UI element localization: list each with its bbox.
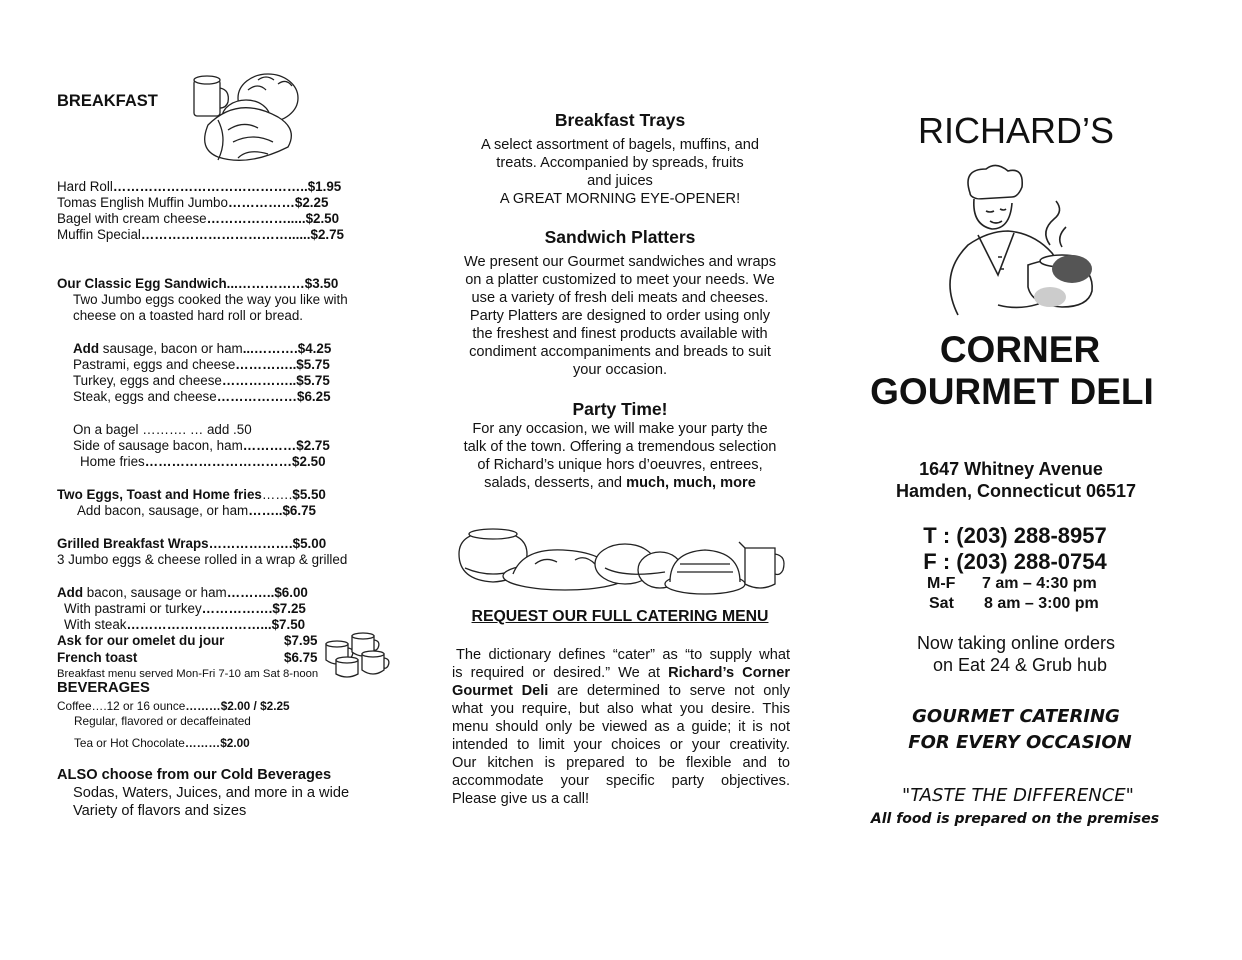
party-time-heading: Party Time! [572, 399, 668, 419]
breakfast-hours-note: Breakfast menu served Mon-Fri 7-10 am Sat 8-noon [57, 668, 319, 680]
menu-item-muffin-special: Muffin Special……………………………......$2.75 [57, 227, 345, 242]
breakfast-trays-section [450, 111, 790, 208]
bread-basket-illustration [188, 70, 310, 170]
premises-note: All food is prepared on the premises [870, 811, 1160, 827]
platters-line: Party Platters are designed to order using only [469, 308, 771, 324]
beverages-heading: BEVERAGES [57, 680, 150, 696]
wrap-addon-pastrami: With pastrami or turkey…………….$7.25 [64, 601, 306, 616]
addon-turkey: Turkey, eggs and cheese……………..$5.75 [73, 373, 330, 388]
wrap-addon-bacon: Add bacon, sausage or ham………..$6.00 [57, 585, 308, 600]
platters-line: condiment accompaniments and breads to suit [469, 344, 771, 360]
menu-item-french-toast: French toast [57, 650, 138, 665]
platters-line: use a variety of fresh deli meats and cheeses. [471, 290, 769, 306]
catering-tagline-1: GOURMET CATERING [912, 706, 1120, 727]
trays-line: treats. Accompanied by spreads, fruits [496, 155, 744, 171]
trays-line: A GREAT MORNING EYE-OPENER! [499, 191, 741, 207]
wrap-addon-steak: With steak…………………………...$7.50 [64, 617, 306, 632]
catering-menu-link[interactable]: REQUEST OUR FULL CATERING MENU [471, 608, 769, 625]
online-orders-line-1: Now taking online orders [916, 633, 1116, 653]
trays-line: and juices [587, 173, 653, 189]
wraps-desc: 3 Jumbo eggs & cheese rolled in a wrap & grilled [57, 552, 348, 567]
catering-line: Gourmet Deli are determined to serve not only [452, 683, 790, 699]
catering-line: The dictionary defines “cater” as “to supply what [456, 647, 790, 663]
menu-item-english-muffin: Tomas English Muffin Jumbo……………$2.25 [57, 195, 329, 210]
catering-line: Please give us a call! [452, 791, 590, 807]
addon-pastrami: Pastrami, eggs and cheese…………..$5.75 [73, 357, 330, 372]
french-toast-price: $6.75 [284, 650, 318, 665]
hours-weekday-days: M-F [927, 575, 956, 592]
addon-sausage-bacon-ham: Add sausage, bacon or ham...……….$4.25 [73, 341, 332, 356]
hours-saturday-days: Sat [929, 595, 954, 612]
hours-saturday-time: 8 am – 3:00 pm [984, 595, 1099, 612]
cold-beverages-line-1: Sodas, Waters, Juices, and more in a wide [73, 785, 350, 801]
side-home-fries: Home fries……………………………$2.50 [80, 454, 326, 469]
catering-tagline-2: FOR EVERY OCCASION [908, 732, 1132, 753]
taste-slogan: "TASTE THE DIFFERENCE" [902, 785, 1134, 806]
online-orders-line-2: on Eat 24 & Grub hub [932, 655, 1108, 675]
hours-weekday-time: 7 am – 4:30 pm [982, 575, 1097, 592]
menu-item-two-eggs: Two Eggs, Toast and Home fries…….$5.50 [57, 487, 326, 502]
egg-sandwich-desc-2: cheese on a toasted hard roll or bread. [73, 308, 304, 323]
addon-steak: Steak, eggs and cheese………………$6.25 [73, 389, 331, 404]
address-city: Hamden, Connecticut 06517 [895, 481, 1137, 501]
bagel-addon: On a bagel ………. … add .50 [73, 422, 252, 437]
menu-item-bagel-cream-cheese: Bagel with cream cheese……………….....$2.50 [57, 211, 340, 226]
catering-line: accommodate your specific party objectives. [452, 773, 790, 789]
platters-line: We present our Gourmet sandwiches and wraps [463, 254, 777, 270]
beverage-tea: Tea or Hot Chocolate………$2.00 [74, 736, 250, 750]
party-line: For any occasion, we will make your party the [472, 421, 768, 437]
brand-name-line-1: CORNER [939, 329, 1101, 370]
coffee-note: Regular, flavored or decaffeinated [74, 714, 251, 728]
breakfast-trays-heading: Breakfast Trays [554, 110, 686, 130]
coffee-cups-illustration [322, 630, 396, 678]
catering-line: what you require, but also what you desire. This [452, 701, 790, 717]
party-time-section [450, 400, 790, 492]
party-line: talk of the town. Offering a tremendous selection [463, 439, 777, 455]
platters-line: on a platter customized to meet your needs. We [465, 272, 775, 288]
menu-item-breakfast-wraps: Grilled Breakfast Wraps……………….$5.00 [57, 536, 327, 551]
menu-item-omelet: Ask for our omelet du jour [57, 633, 225, 648]
address-street: 1647 Whitney Avenue [919, 459, 1103, 479]
phone-number[interactable]: T : (203) 288-8957 [923, 523, 1107, 548]
catering-food-illustration [455, 524, 791, 602]
catering-line: intended to limit your choices or your creativity. [452, 737, 790, 753]
breakfast-heading: BREAKFAST [57, 92, 158, 110]
menu-item-egg-sandwich: Our Classic Egg Sandwich...……………$3.50 [57, 276, 339, 291]
catering-line: is required or desired.” We at Richard’s Corner [452, 665, 790, 681]
two-eggs-addon: Add bacon, sausage, or ham……..$6.75 [77, 503, 316, 518]
party-line: of Richard’s unique hors d’oeuvres, entrees, [477, 457, 763, 473]
trays-line: A select assortment of bagels, muffins, and [481, 137, 759, 153]
menu-item-hard-roll: Hard Roll……………………………………..$1.95 [57, 179, 342, 194]
beverage-coffee: Coffee….12 or 16 ounce………$2.00 / $2.25 [57, 699, 290, 713]
fax-number: F : (203) 288-0754 [923, 549, 1107, 574]
brand-name-top: RICHARD’S [917, 110, 1114, 151]
side-sausage-bacon-ham: Side of sausage bacon, ham…………$2.75 [73, 438, 330, 453]
catering-paragraph [452, 646, 790, 808]
platters-line: the freshest and finest products available with [472, 326, 768, 342]
chef-logo-illustration [938, 165, 1103, 323]
cold-beverages-heading: ALSO choose from our Cold Beverages [57, 767, 332, 783]
brand-name-line-2: GOURMET DELI [870, 371, 1154, 412]
catering-line: Our kitchen is prepared to be flexible and to [452, 755, 790, 771]
sandwich-platters-section [450, 228, 790, 379]
catering-line: menu should only be viewed as a guide; it is not [452, 719, 790, 735]
cold-beverages-line-2: Variety of flavors and sizes [73, 803, 247, 819]
omelet-price: $7.95 [284, 633, 318, 648]
platters-line: your occasion. [572, 362, 668, 378]
egg-sandwich-desc-1: Two Jumbo eggs cooked the way you like with [73, 292, 348, 307]
party-line-last: salads, desserts, and much, much, more [484, 475, 756, 491]
sandwich-platters-heading: Sandwich Platters [544, 227, 696, 247]
